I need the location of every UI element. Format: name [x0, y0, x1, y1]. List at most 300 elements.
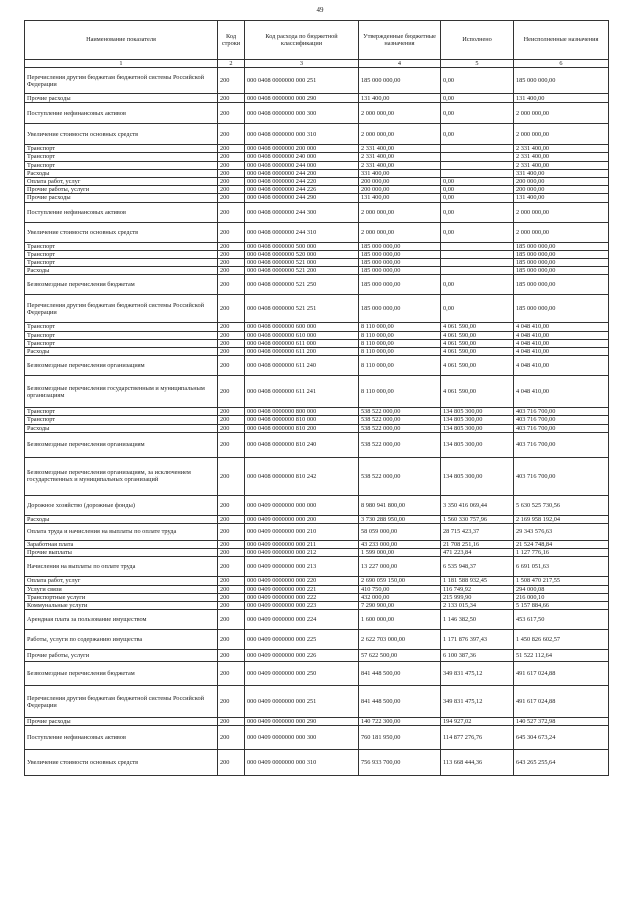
- row-approved: 2 000 000,00: [359, 202, 441, 222]
- row-remaining: 453 617,50: [514, 610, 609, 630]
- table-row: [25, 750, 609, 776]
- row-executed: [441, 259, 514, 267]
- row-approved: 200 000,00: [359, 186, 441, 194]
- table-row: [25, 662, 609, 686]
- row-line-code: 200: [218, 585, 245, 593]
- row-approved: 538 522 000,00: [359, 424, 441, 432]
- row-executed: 134 805 300,00: [441, 416, 514, 424]
- row-approved: 410 750,00: [359, 585, 441, 593]
- row-approved: 538 522 000,00: [359, 457, 441, 495]
- table-row: [25, 515, 609, 523]
- row-executed: 4 061 590,00: [441, 339, 514, 347]
- table-row: [25, 457, 609, 495]
- row-executed: 3 350 416 069,44: [441, 495, 514, 515]
- row-line-code: 200: [218, 242, 245, 250]
- table-row: [25, 726, 609, 750]
- row-name: Дорожное хозяйство (дорожные фонды): [25, 495, 218, 515]
- row-remaining: 403 716 700,00: [514, 424, 609, 432]
- row-line-code: 200: [218, 432, 245, 457]
- row-name: Увеличение стоимости основных средств: [25, 222, 218, 242]
- row-line-code: 200: [218, 153, 245, 161]
- row-approved: 8 110 000,00: [359, 356, 441, 376]
- row-remaining: 4 048 410,00: [514, 376, 609, 408]
- table-row: [25, 68, 609, 94]
- row-line-code: 200: [218, 541, 245, 549]
- row-name: Транспорт: [25, 145, 218, 153]
- table-row: [25, 331, 609, 339]
- row-remaining: 200 000,00: [514, 178, 609, 186]
- table-row: [25, 432, 609, 457]
- row-line-code: 200: [218, 602, 245, 610]
- row-executed: 0,00: [441, 295, 514, 323]
- row-remaining: 185 000 000,00: [514, 267, 609, 275]
- row-remaining: 1 508 470 217,55: [514, 577, 609, 585]
- row-remaining: 403 716 700,00: [514, 457, 609, 495]
- table-row: [25, 202, 609, 222]
- row-budget-code: 000 0408 0000000 240 000: [245, 153, 359, 161]
- row-approved: 432 000,00: [359, 593, 441, 601]
- row-remaining: 4 048 410,00: [514, 348, 609, 356]
- row-remaining: 5 157 884,66: [514, 602, 609, 610]
- row-line-code: 200: [218, 630, 245, 650]
- table-row: [25, 295, 609, 323]
- row-line-code: 200: [218, 718, 245, 726]
- row-approved: 7 290 900,00: [359, 602, 441, 610]
- table-row: [25, 610, 609, 630]
- row-remaining: 1 450 826 602,57: [514, 630, 609, 650]
- row-remaining: 403 716 700,00: [514, 408, 609, 416]
- header-approved: Утвержденные бюджетные назначения: [359, 21, 441, 60]
- row-budget-code: 000 0408 0000000 000 251: [245, 68, 359, 94]
- row-approved: 8 110 000,00: [359, 331, 441, 339]
- row-approved: 2 000 000,00: [359, 103, 441, 124]
- row-name: Перечисления другим бюджетам бюджетной системы Российской Федерации: [25, 686, 218, 718]
- row-name: Транспорт: [25, 416, 218, 424]
- row-executed: 1 146 382,50: [441, 610, 514, 630]
- row-remaining: 140 527 372,98: [514, 718, 609, 726]
- row-budget-code: 000 0409 0000000 000 222: [245, 593, 359, 601]
- row-executed: [441, 169, 514, 177]
- row-line-code: 200: [218, 424, 245, 432]
- table-row: [25, 94, 609, 103]
- row-budget-code: 000 0409 0000000 000 220: [245, 577, 359, 585]
- row-budget-code: 000 0408 0000000 244 310: [245, 222, 359, 242]
- row-approved: 57 622 500,00: [359, 650, 441, 662]
- row-remaining: 185 000 000,00: [514, 275, 609, 295]
- row-budget-code: 000 0409 0000000 000 211: [245, 541, 359, 549]
- row-name: Безвозмездные перечисления бюджетам: [25, 662, 218, 686]
- row-name: Транспорт: [25, 408, 218, 416]
- row-line-code: 200: [218, 68, 245, 94]
- row-approved: 841 448 500,00: [359, 662, 441, 686]
- row-approved: 1 599 000,00: [359, 549, 441, 557]
- row-executed: [441, 153, 514, 161]
- row-line-code: 200: [218, 577, 245, 585]
- table-row: [25, 186, 609, 194]
- row-executed: 4 061 590,00: [441, 348, 514, 356]
- row-budget-code: 000 0409 0000000 000 290: [245, 718, 359, 726]
- row-remaining: 2 331 400,00: [514, 145, 609, 153]
- row-line-code: 200: [218, 593, 245, 601]
- row-remaining: 185 000 000,00: [514, 250, 609, 258]
- row-remaining: 21 524 748,84: [514, 541, 609, 549]
- row-approved: 2 331 400,00: [359, 145, 441, 153]
- row-budget-code: 000 0408 0000000 600 000: [245, 323, 359, 331]
- row-budget-code: 000 0408 0000000 810 242: [245, 457, 359, 495]
- table-row: [25, 250, 609, 258]
- row-name: Расходы: [25, 515, 218, 523]
- row-remaining: 5 630 525 730,56: [514, 495, 609, 515]
- row-remaining: 2 169 958 192,04: [514, 515, 609, 523]
- table-row: [25, 145, 609, 153]
- row-approved: 8 110 000,00: [359, 323, 441, 331]
- row-remaining: 2 000 000,00: [514, 202, 609, 222]
- row-budget-code: 000 0408 0000000 810 240: [245, 432, 359, 457]
- row-line-code: 200: [218, 376, 245, 408]
- row-executed: 6 535 948,37: [441, 557, 514, 577]
- row-approved: 760 181 950,00: [359, 726, 441, 750]
- row-budget-code: 000 0408 0000000 521 250: [245, 275, 359, 295]
- row-approved: 2 000 000,00: [359, 124, 441, 145]
- row-executed: 194 927,02: [441, 718, 514, 726]
- row-name: Перечисления другим бюджетам бюджетной системы Российской Федерации: [25, 68, 218, 94]
- table-row: [25, 339, 609, 347]
- row-remaining: 4 048 410,00: [514, 331, 609, 339]
- budget-table: [24, 20, 609, 776]
- table-row: [25, 686, 609, 718]
- row-name: Поступление нефинансовых активов: [25, 103, 218, 124]
- row-approved: 2 331 400,00: [359, 153, 441, 161]
- row-approved: 8 980 941 800,00: [359, 495, 441, 515]
- row-approved: 131 400,00: [359, 194, 441, 202]
- row-approved: 185 000 000,00: [359, 275, 441, 295]
- column-number: 5: [441, 60, 514, 68]
- table-row: [25, 650, 609, 662]
- table-row: [25, 549, 609, 557]
- row-executed: 4 061 590,00: [441, 323, 514, 331]
- row-remaining: 4 048 410,00: [514, 323, 609, 331]
- row-remaining: 403 716 700,00: [514, 432, 609, 457]
- row-executed: 4 061 590,00: [441, 356, 514, 376]
- row-line-code: 200: [218, 650, 245, 662]
- table-row: [25, 153, 609, 161]
- row-approved: 756 933 700,00: [359, 750, 441, 776]
- column-number: 4: [359, 60, 441, 68]
- row-approved: 2 690 059 150,00: [359, 577, 441, 585]
- row-budget-code: 000 0408 0000000 810 200: [245, 424, 359, 432]
- row-budget-code: 000 0408 0000000 611 241: [245, 376, 359, 408]
- row-line-code: 200: [218, 222, 245, 242]
- table-row: [25, 416, 609, 424]
- row-executed: 0,00: [441, 202, 514, 222]
- row-approved: 131 400,00: [359, 94, 441, 103]
- row-executed: 0,00: [441, 124, 514, 145]
- row-remaining: 1 127 776,16: [514, 549, 609, 557]
- row-remaining: 29 343 576,63: [514, 524, 609, 541]
- table-row: [25, 602, 609, 610]
- row-approved: 8 110 000,00: [359, 339, 441, 347]
- row-executed: 0,00: [441, 103, 514, 124]
- row-line-code: 200: [218, 250, 245, 258]
- table-row: [25, 169, 609, 177]
- row-executed: 1 560 330 757,96: [441, 515, 514, 523]
- row-executed: 471 223,84: [441, 549, 514, 557]
- row-name: Транспорт: [25, 331, 218, 339]
- row-budget-code: 000 0408 0000000 521 000: [245, 259, 359, 267]
- row-executed: 0,00: [441, 178, 514, 186]
- row-approved: 185 000 000,00: [359, 295, 441, 323]
- row-executed: 113 668 444,36: [441, 750, 514, 776]
- row-remaining: 2 000 000,00: [514, 124, 609, 145]
- row-name: Безвозмездные перечисления организациям: [25, 356, 218, 376]
- row-name: Расходы: [25, 169, 218, 177]
- row-line-code: 200: [218, 145, 245, 153]
- row-line-code: 200: [218, 339, 245, 347]
- row-name: Транспорт: [25, 242, 218, 250]
- row-executed: 4 061 590,00: [441, 331, 514, 339]
- row-budget-code: 000 0409 0000000 000 225: [245, 630, 359, 650]
- column-number: 2: [218, 60, 245, 68]
- table-row: [25, 630, 609, 650]
- table-row: [25, 577, 609, 585]
- row-line-code: 200: [218, 515, 245, 523]
- row-remaining: 185 000 000,00: [514, 68, 609, 94]
- row-line-code: 200: [218, 331, 245, 339]
- row-remaining: 491 617 024,88: [514, 662, 609, 686]
- row-remaining: 51 522 112,64: [514, 650, 609, 662]
- row-executed: 6 100 387,36: [441, 650, 514, 662]
- row-remaining: 131 400,00: [514, 194, 609, 202]
- row-approved: 2 331 400,00: [359, 161, 441, 169]
- row-executed: 0,00: [441, 186, 514, 194]
- table-row: [25, 242, 609, 250]
- row-line-code: 200: [218, 750, 245, 776]
- page-number: 49: [316, 6, 324, 14]
- row-name: Прочие выплаты: [25, 549, 218, 557]
- row-budget-code: 000 0409 0000000 000 000: [245, 495, 359, 515]
- row-line-code: 200: [218, 457, 245, 495]
- row-name: Увеличение стоимости основных средств: [25, 124, 218, 145]
- row-name: Расходы: [25, 267, 218, 275]
- row-approved: 8 110 000,00: [359, 348, 441, 356]
- row-line-code: 200: [218, 194, 245, 202]
- row-line-code: 200: [218, 557, 245, 577]
- row-approved: 58 059 000,00: [359, 524, 441, 541]
- row-line-code: 200: [218, 186, 245, 194]
- row-budget-code: 000 0409 0000000 000 212: [245, 549, 359, 557]
- row-approved: 538 522 000,00: [359, 408, 441, 416]
- table-row: [25, 585, 609, 593]
- row-budget-code: 000 0408 0000000 244 000: [245, 161, 359, 169]
- row-name: Прочие работы, услуги: [25, 186, 218, 194]
- table-row: [25, 194, 609, 202]
- row-executed: 134 805 300,00: [441, 432, 514, 457]
- table-row: [25, 124, 609, 145]
- row-budget-code: 000 0408 0000000 800 000: [245, 408, 359, 416]
- row-name: Оплата труда и начисления на выплаты по оплате труда: [25, 524, 218, 541]
- table-row: [25, 275, 609, 295]
- row-executed: 134 805 300,00: [441, 457, 514, 495]
- row-executed: 116 749,92: [441, 585, 514, 593]
- row-budget-code: 000 0409 0000000 000 224: [245, 610, 359, 630]
- row-name: Оплата работ, услуг: [25, 577, 218, 585]
- row-executed: 0,00: [441, 94, 514, 103]
- row-budget-code: 000 0408 0000000 244 300: [245, 202, 359, 222]
- row-name: Работы, услуги по содержанию имущества: [25, 630, 218, 650]
- row-remaining: 185 000 000,00: [514, 259, 609, 267]
- table-row: [25, 524, 609, 541]
- row-budget-code: 000 0408 0000000 610 000: [245, 331, 359, 339]
- row-executed: 134 805 300,00: [441, 408, 514, 416]
- row-executed: 0,00: [441, 194, 514, 202]
- row-budget-code: 000 0408 0000000 244 226: [245, 186, 359, 194]
- row-line-code: 200: [218, 161, 245, 169]
- row-name: Транспорт: [25, 153, 218, 161]
- row-remaining: 4 048 410,00: [514, 356, 609, 376]
- row-budget-code: 000 0408 0000000 000 300: [245, 103, 359, 124]
- row-executed: 134 805 300,00: [441, 424, 514, 432]
- row-name: Безвозмездные перечисления государственным и муниципальным организациям: [25, 376, 218, 408]
- row-name: Безвозмездные перечисления бюджетам: [25, 275, 218, 295]
- row-approved: 1 600 000,00: [359, 610, 441, 630]
- row-remaining: 4 048 410,00: [514, 339, 609, 347]
- header-budget-code: Код расхода по бюджетной классификации: [245, 21, 359, 60]
- row-budget-code: 000 0409 0000000 000 310: [245, 750, 359, 776]
- row-budget-code: 000 0408 0000000 244 290: [245, 194, 359, 202]
- header-line-code: Код строки: [218, 21, 245, 60]
- row-line-code: 200: [218, 124, 245, 145]
- row-budget-code: 000 0409 0000000 000 200: [245, 515, 359, 523]
- row-executed: 349 831 475,12: [441, 686, 514, 718]
- row-budget-code: 000 0408 0000000 244 220: [245, 178, 359, 186]
- row-executed: 215 999,90: [441, 593, 514, 601]
- row-budget-code: 000 0409 0000000 000 210: [245, 524, 359, 541]
- row-name: Поступление нефинансовых активов: [25, 726, 218, 750]
- row-name: Прочие расходы: [25, 718, 218, 726]
- table-row: [25, 356, 609, 376]
- row-name: Транспорт: [25, 259, 218, 267]
- row-budget-code: 000 0408 0000000 244 200: [245, 169, 359, 177]
- row-line-code: 200: [218, 610, 245, 630]
- row-remaining: 2 000 000,00: [514, 222, 609, 242]
- row-line-code: 200: [218, 178, 245, 186]
- row-budget-code: 000 0409 0000000 000 251: [245, 686, 359, 718]
- row-remaining: 643 265 255,64: [514, 750, 609, 776]
- row-name: Транспорт: [25, 323, 218, 331]
- row-approved: 13 227 000,00: [359, 557, 441, 577]
- row-approved: 185 000 000,00: [359, 259, 441, 267]
- row-executed: 0,00: [441, 68, 514, 94]
- table-row: [25, 103, 609, 124]
- row-name: Оплата работ, услуг: [25, 178, 218, 186]
- table-row: [25, 593, 609, 601]
- row-budget-code: 000 0408 0000000 520 000: [245, 250, 359, 258]
- row-approved: 2 000 000,00: [359, 222, 441, 242]
- row-name: Транспортные услуги: [25, 593, 218, 601]
- row-remaining: 294 000,08: [514, 585, 609, 593]
- row-executed: [441, 250, 514, 258]
- row-name: Арендная плата за пользование имуществом: [25, 610, 218, 630]
- row-remaining: 131 400,00: [514, 94, 609, 103]
- row-line-code: 200: [218, 259, 245, 267]
- row-approved: 8 110 000,00: [359, 376, 441, 408]
- row-approved: 200 000,00: [359, 178, 441, 186]
- row-line-code: 200: [218, 267, 245, 275]
- table-row: [25, 259, 609, 267]
- row-budget-code: 000 0409 0000000 000 226: [245, 650, 359, 662]
- row-budget-code: 000 0408 0000000 611 240: [245, 356, 359, 376]
- column-number: 3: [245, 60, 359, 68]
- table-row: [25, 424, 609, 432]
- row-remaining: 185 000 000,00: [514, 242, 609, 250]
- row-executed: [441, 267, 514, 275]
- row-line-code: 200: [218, 416, 245, 424]
- row-name: Поступление нефинансовых активов: [25, 202, 218, 222]
- table-row: [25, 348, 609, 356]
- row-name: Безвозмездные перечисления организациям, за исключением государственных и муниципальных организаций: [25, 457, 218, 495]
- row-executed: 1 171 876 397,43: [441, 630, 514, 650]
- table-row: [25, 557, 609, 577]
- row-name: Прочие расходы: [25, 194, 218, 202]
- row-remaining: 200 000,00: [514, 186, 609, 194]
- row-executed: 4 061 590,00: [441, 376, 514, 408]
- row-remaining: 185 000 000,00: [514, 295, 609, 323]
- row-budget-code: 000 0408 0000000 611 200: [245, 348, 359, 356]
- row-remaining: 645 304 673,24: [514, 726, 609, 750]
- row-remaining: 403 716 700,00: [514, 416, 609, 424]
- table-row: [25, 267, 609, 275]
- row-approved: 538 522 000,00: [359, 432, 441, 457]
- row-executed: [441, 242, 514, 250]
- row-line-code: 200: [218, 495, 245, 515]
- row-executed: 0,00: [441, 222, 514, 242]
- row-approved: 43 233 000,00: [359, 541, 441, 549]
- row-remaining: 2 331 400,00: [514, 161, 609, 169]
- column-number: 1: [25, 60, 218, 68]
- row-executed: 21 708 251,16: [441, 541, 514, 549]
- row-executed: 2 133 015,34: [441, 602, 514, 610]
- row-executed: 1 181 588 932,45: [441, 577, 514, 585]
- table-row: [25, 495, 609, 515]
- row-approved: 185 000 000,00: [359, 242, 441, 250]
- row-budget-code: 000 0408 0000000 810 000: [245, 416, 359, 424]
- table-row: [25, 222, 609, 242]
- row-executed: 0,00: [441, 275, 514, 295]
- row-remaining: 6 691 051,63: [514, 557, 609, 577]
- row-line-code: 200: [218, 524, 245, 541]
- row-approved: 140 722 300,00: [359, 718, 441, 726]
- column-number-row: [25, 60, 609, 68]
- row-approved: 185 000 000,00: [359, 68, 441, 94]
- row-name: Коммунальные услуги: [25, 602, 218, 610]
- row-budget-code: 000 0408 0000000 500 000: [245, 242, 359, 250]
- row-line-code: 200: [218, 356, 245, 376]
- table-row: [25, 718, 609, 726]
- row-executed: [441, 161, 514, 169]
- row-line-code: 200: [218, 662, 245, 686]
- row-line-code: 200: [218, 323, 245, 331]
- row-approved: 2 622 703 000,00: [359, 630, 441, 650]
- header-remaining: Неисполненные назначения: [514, 21, 609, 60]
- row-budget-code: 000 0408 0000000 521 200: [245, 267, 359, 275]
- table-row: [25, 541, 609, 549]
- row-name: Расходы: [25, 348, 218, 356]
- table-row: [25, 408, 609, 416]
- row-line-code: 200: [218, 408, 245, 416]
- row-budget-code: 000 0409 0000000 000 250: [245, 662, 359, 686]
- row-line-code: 200: [218, 726, 245, 750]
- row-budget-code: 000 0409 0000000 000 213: [245, 557, 359, 577]
